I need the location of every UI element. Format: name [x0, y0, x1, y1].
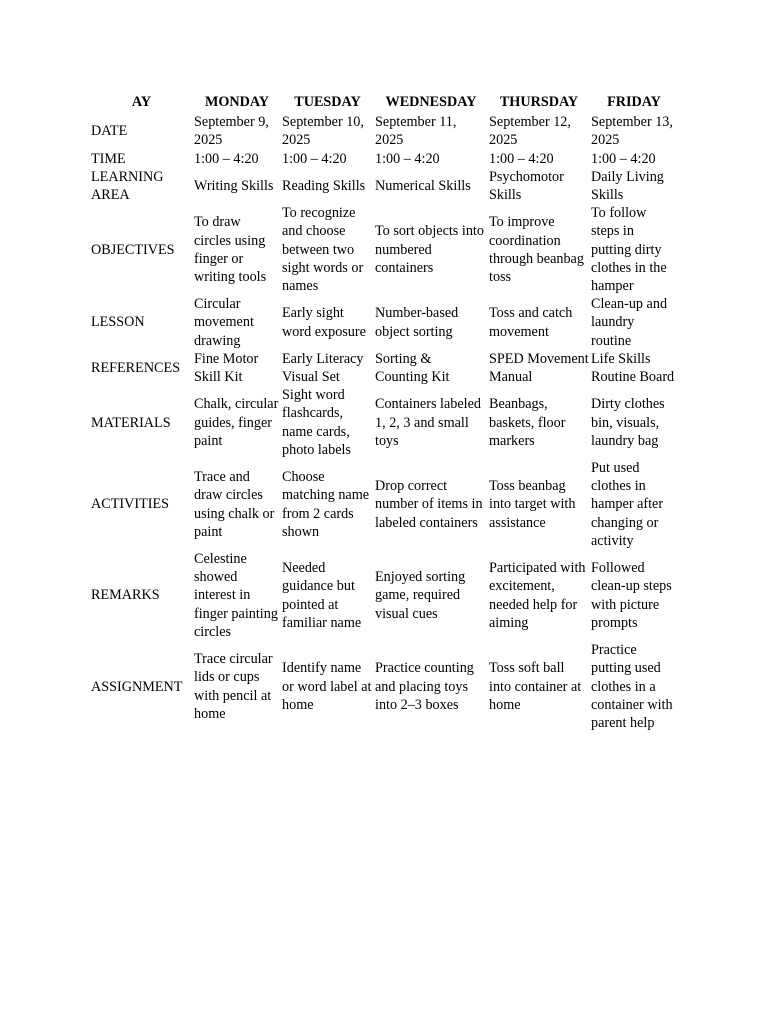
learning-area-tuesday: Reading Skills [282, 177, 366, 194]
assignment-monday: Trace circular lids or cups with pencil at home [194, 651, 273, 722]
materials-monday: Chalk, circular guides, finger paint [194, 396, 279, 449]
row-learning-area [90, 168, 678, 204]
header-row [90, 93, 678, 113]
lesson-thursday: Toss and catch movement [489, 305, 573, 340]
row-label-remarks: REMARKS [91, 587, 160, 604]
references-monday: Fine Motor Skill Kit [194, 350, 259, 386]
activities-monday: Trace and draw circles using chalk or paint [194, 469, 275, 540]
activities-tuesday: Choose matching name from 2 cards shown [282, 469, 370, 540]
date-friday: September 13, 2025 [591, 114, 673, 149]
lesson-plan-page [90, 93, 680, 732]
time-thursday: 1:00 – 4:20 [489, 150, 554, 167]
objectives-tuesday: To recognize and choose between two sight words or names [282, 205, 364, 295]
references-wednesday: Sorting & Counting Kit [375, 350, 450, 386]
row-activities [90, 459, 678, 550]
row-label-learning-area: LEARNING AREA [91, 168, 164, 204]
assignment-thursday: Toss soft ball into container at home [489, 660, 582, 713]
row-label-time: TIME [91, 150, 126, 167]
lesson-friday: Clean-up and laundry routine [591, 296, 668, 349]
assignment-friday: Practice putting used clothes in a container with parent help [591, 642, 673, 731]
time-monday: 1:00 – 4:20 [194, 150, 259, 167]
remarks-monday: Celestine showed interest in finger painting circles [194, 551, 278, 640]
activities-wednesday: Drop correct number of items in labeled containers [375, 478, 483, 531]
materials-tuesday: Sight word flashcards, name cards, photo labels [282, 387, 351, 458]
row-materials [90, 386, 678, 459]
row-label-references: REFERENCES [91, 359, 181, 376]
header-friday: FRIDAY [607, 94, 661, 110]
references-tuesday: Early Literacy Visual Set [282, 350, 364, 386]
assignment-tuesday: Identify name or word label at home [282, 660, 372, 713]
materials-thursday: Beanbags, baskets, floor markers [489, 396, 566, 449]
remarks-wednesday: Enjoyed sorting game, required visual cues [375, 569, 466, 622]
lesson-tuesday: Early sight word exposure [282, 305, 366, 340]
date-tuesday: September 10, 2025 [282, 114, 364, 149]
date-wednesday: September 11, 2025 [375, 114, 457, 149]
header-monday: MONDAY [204, 94, 270, 110]
row-label-materials: MATERIALS [91, 414, 171, 431]
row-references [90, 350, 678, 386]
learning-area-wednesday: Numerical Skills [375, 177, 471, 194]
row-lesson [90, 295, 678, 350]
row-label-assignment: ASSIGNMENT [91, 678, 183, 695]
row-label-lesson: LESSON [91, 314, 145, 331]
learning-area-thursday: Psychomotor Skills [489, 168, 564, 204]
header-thursday: THURSDAY [499, 94, 579, 110]
row-date [90, 113, 678, 149]
header-wednesday: WEDNESDAY [385, 94, 477, 110]
row-label-activities: ACTIVITIES [91, 496, 170, 513]
materials-wednesday: Containers labeled 1, 2, 3 and small toys [375, 396, 481, 449]
time-friday: 1:00 – 4:20 [591, 150, 656, 167]
row-time [90, 150, 678, 168]
materials-friday: Dirty clothes bin, visuals, laundry bag [591, 396, 665, 449]
lesson-wednesday: Number-based object sorting [375, 305, 459, 340]
date-thursday: September 12, 2025 [489, 114, 571, 149]
objectives-friday: To follow steps in putting dirty clothes in the hamper [591, 205, 667, 295]
objectives-monday: To draw circles using finger or writing tools [194, 214, 267, 285]
activities-friday: Put used clothes in hamper after changing or activity [591, 460, 664, 549]
date-monday: September 9, 2025 [194, 114, 269, 149]
learning-area-monday: Writing Skills [194, 177, 274, 194]
weekly-lesson-plan-table [90, 93, 678, 732]
row-label-objectives: OBJECTIVES [91, 241, 175, 258]
assignment-wednesday: Practice counting and placing toys into 2–3 boxes [375, 660, 474, 713]
row-label-date: DATE [91, 123, 128, 140]
header-tuesday: TUESDAY [294, 94, 361, 110]
remarks-friday: Followed clean-up steps with picture prompts [591, 560, 672, 631]
row-remarks [90, 550, 678, 641]
remarks-thursday: Participated with excitement, needed help for aiming [489, 560, 586, 631]
objectives-wednesday: To sort objects into numbered containers [375, 223, 484, 276]
header-day-label: AY [131, 94, 152, 110]
references-friday: Life Skills Routine Board [591, 350, 675, 386]
objectives-thursday: To improve coordination through beanbag toss [489, 214, 584, 285]
time-wednesday: 1:00 – 4:20 [375, 150, 440, 167]
learning-area-friday: Daily Living Skills [591, 168, 664, 204]
lesson-monday: Circular movement drawing [194, 296, 254, 349]
references-thursday: SPED Movement Manual [489, 350, 589, 386]
remarks-tuesday: Needed guidance but pointed at familiar name [282, 560, 362, 631]
activities-thursday: Toss beanbag into target with assistance [489, 478, 576, 531]
row-objectives [90, 204, 678, 295]
time-tuesday: 1:00 – 4:20 [282, 150, 347, 167]
row-assignment [90, 641, 678, 732]
